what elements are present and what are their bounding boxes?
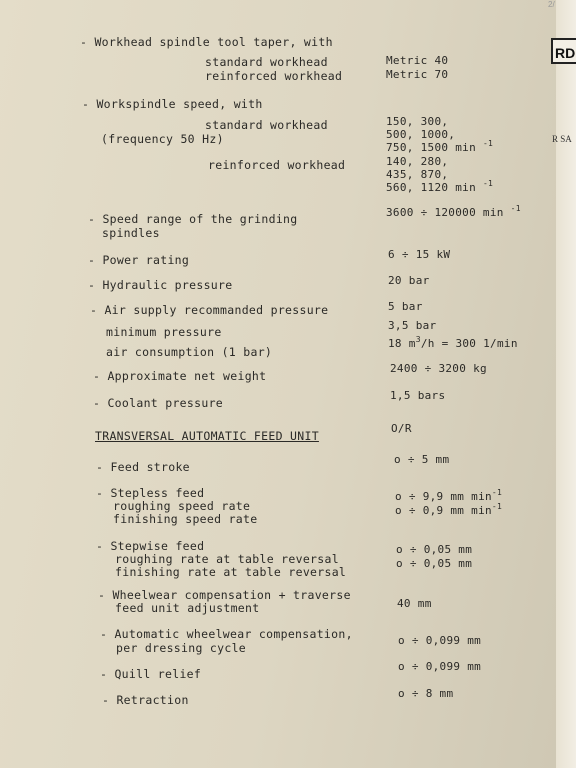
workhead-reinforced-value: Metric 70 <box>386 68 449 81</box>
auto-wheelwear-value: o ÷ 0,099 mm <box>398 634 482 647</box>
stepless-feed-label: - Stepless feed <box>96 486 205 500</box>
speed-range-value: 3600 ÷ 120000 min $^{-1}$ <box>386 204 521 219</box>
quill-relief-value: o ÷ 0,099 mm <box>398 660 482 673</box>
workspindle-standard-label: standard workhead <box>205 118 328 132</box>
net-weight-label: - Approximate net weight <box>93 369 267 383</box>
coolant-pressure-value: 1,5 bars <box>390 389 446 402</box>
coolant-pressure-label: - Coolant pressure <box>93 396 224 410</box>
air-minimum-label: minimum pressure <box>106 325 222 339</box>
auto-wheelwear-label: - Automatic wheelwear compensation, <box>100 627 353 641</box>
workhead-reinforced-label: reinforced workhead <box>205 69 343 83</box>
retraction-label: - Retraction <box>102 693 189 707</box>
stepless-roughing-value: o ÷ 9,9 mm $\min^{-1}$ <box>395 488 503 503</box>
stepwise-finishing-label: finishing rate at table reversal <box>115 565 347 579</box>
workhead-taper-label: - Workhead spindle tool taper, with <box>80 35 333 49</box>
wheelwear-compensation-label: - Wheelwear compensation + traverse <box>98 588 351 602</box>
adjacent-page-text: R SA <box>552 134 572 144</box>
workspindle-speed-label: - Workspindle speed, with <box>82 97 263 111</box>
stepless-finishing-value: o ÷ 0,9 mm $\min^{-1}$ <box>395 502 503 517</box>
stepwise-roughing-label: roughing rate at table reversal <box>115 552 339 566</box>
workspindle-frequency: (frequency 50 Hz) <box>101 132 224 146</box>
air-supply-value: 5 bar <box>388 300 423 313</box>
power-rating-label: - Power rating <box>88 253 190 267</box>
adjacent-page-box-label: RD <box>551 38 576 64</box>
stepwise-finishing-value: o ÷ 0,05 mm <box>396 557 473 570</box>
stepwise-feed-label: - Stepwise feed <box>96 539 205 553</box>
wheelwear-compensation-value: 40 mm <box>397 597 432 610</box>
adjacent-page-edge <box>556 0 576 768</box>
stepless-roughing-label: roughing speed rate <box>113 499 251 513</box>
air-consumption-value: 18 $m^3/h = 300$ 1/min <box>388 335 518 350</box>
workspindle-rf-value-1: 140, 280, <box>386 155 449 168</box>
workspindle-std-value-2: 500, 1000, <box>386 128 456 141</box>
workhead-standard-label: standard workhead <box>205 55 328 69</box>
air-supply-label: - Air supply recommanded pressure <box>90 303 329 317</box>
transversal-feed-value: O/R <box>391 422 412 435</box>
net-weight-value: 2400 ÷ 3200 kg <box>390 362 487 375</box>
workhead-standard-value: Metric 40 <box>386 54 449 67</box>
wheelwear-compensation-label-2: feed unit adjustment <box>115 601 260 615</box>
workspindle-std-value-1: 150, 300, <box>386 115 449 128</box>
hydraulic-pressure-value: 20 bar <box>388 274 430 287</box>
hydraulic-pressure-label: - Hydraulic pressure <box>88 278 233 292</box>
feed-stroke-value: o ÷ 5 mm <box>394 453 450 466</box>
speed-range-label-2: spindles <box>102 226 160 240</box>
stepless-finishing-label: finishing speed rate <box>113 512 258 526</box>
auto-wheelwear-label-2: per dressing cycle <box>116 641 247 655</box>
stepwise-roughing-value: o ÷ 0,05 mm <box>396 543 473 556</box>
air-minimum-value: 3,5 bar <box>388 319 437 332</box>
air-consumption-label: air consumption (1 bar) <box>106 345 273 359</box>
power-rating-value: 6 ÷ 15 kW <box>388 248 451 261</box>
transversal-feed-heading: TRANSVERSAL AUTOMATIC FEED UNIT <box>95 429 319 443</box>
workspindle-reinforced-label: reinforced workhead <box>208 158 346 172</box>
adjacent-page-corner-text: 2/ <box>548 0 555 9</box>
workspindle-std-value-3: 750, 1500 min $^{-1}$ <box>386 139 494 154</box>
workspindle-rf-value-3: 560, 1120 min $^{-1}$ <box>386 179 494 194</box>
quill-relief-label: - Quill relief <box>100 667 202 681</box>
speed-range-label: - Speed range of the grinding <box>88 212 298 226</box>
feed-stroke-label: - Feed stroke <box>96 460 190 474</box>
workspindle-rf-value-2: 435, 870, <box>386 168 449 181</box>
retraction-value: o ÷ 8 mm <box>398 687 454 700</box>
